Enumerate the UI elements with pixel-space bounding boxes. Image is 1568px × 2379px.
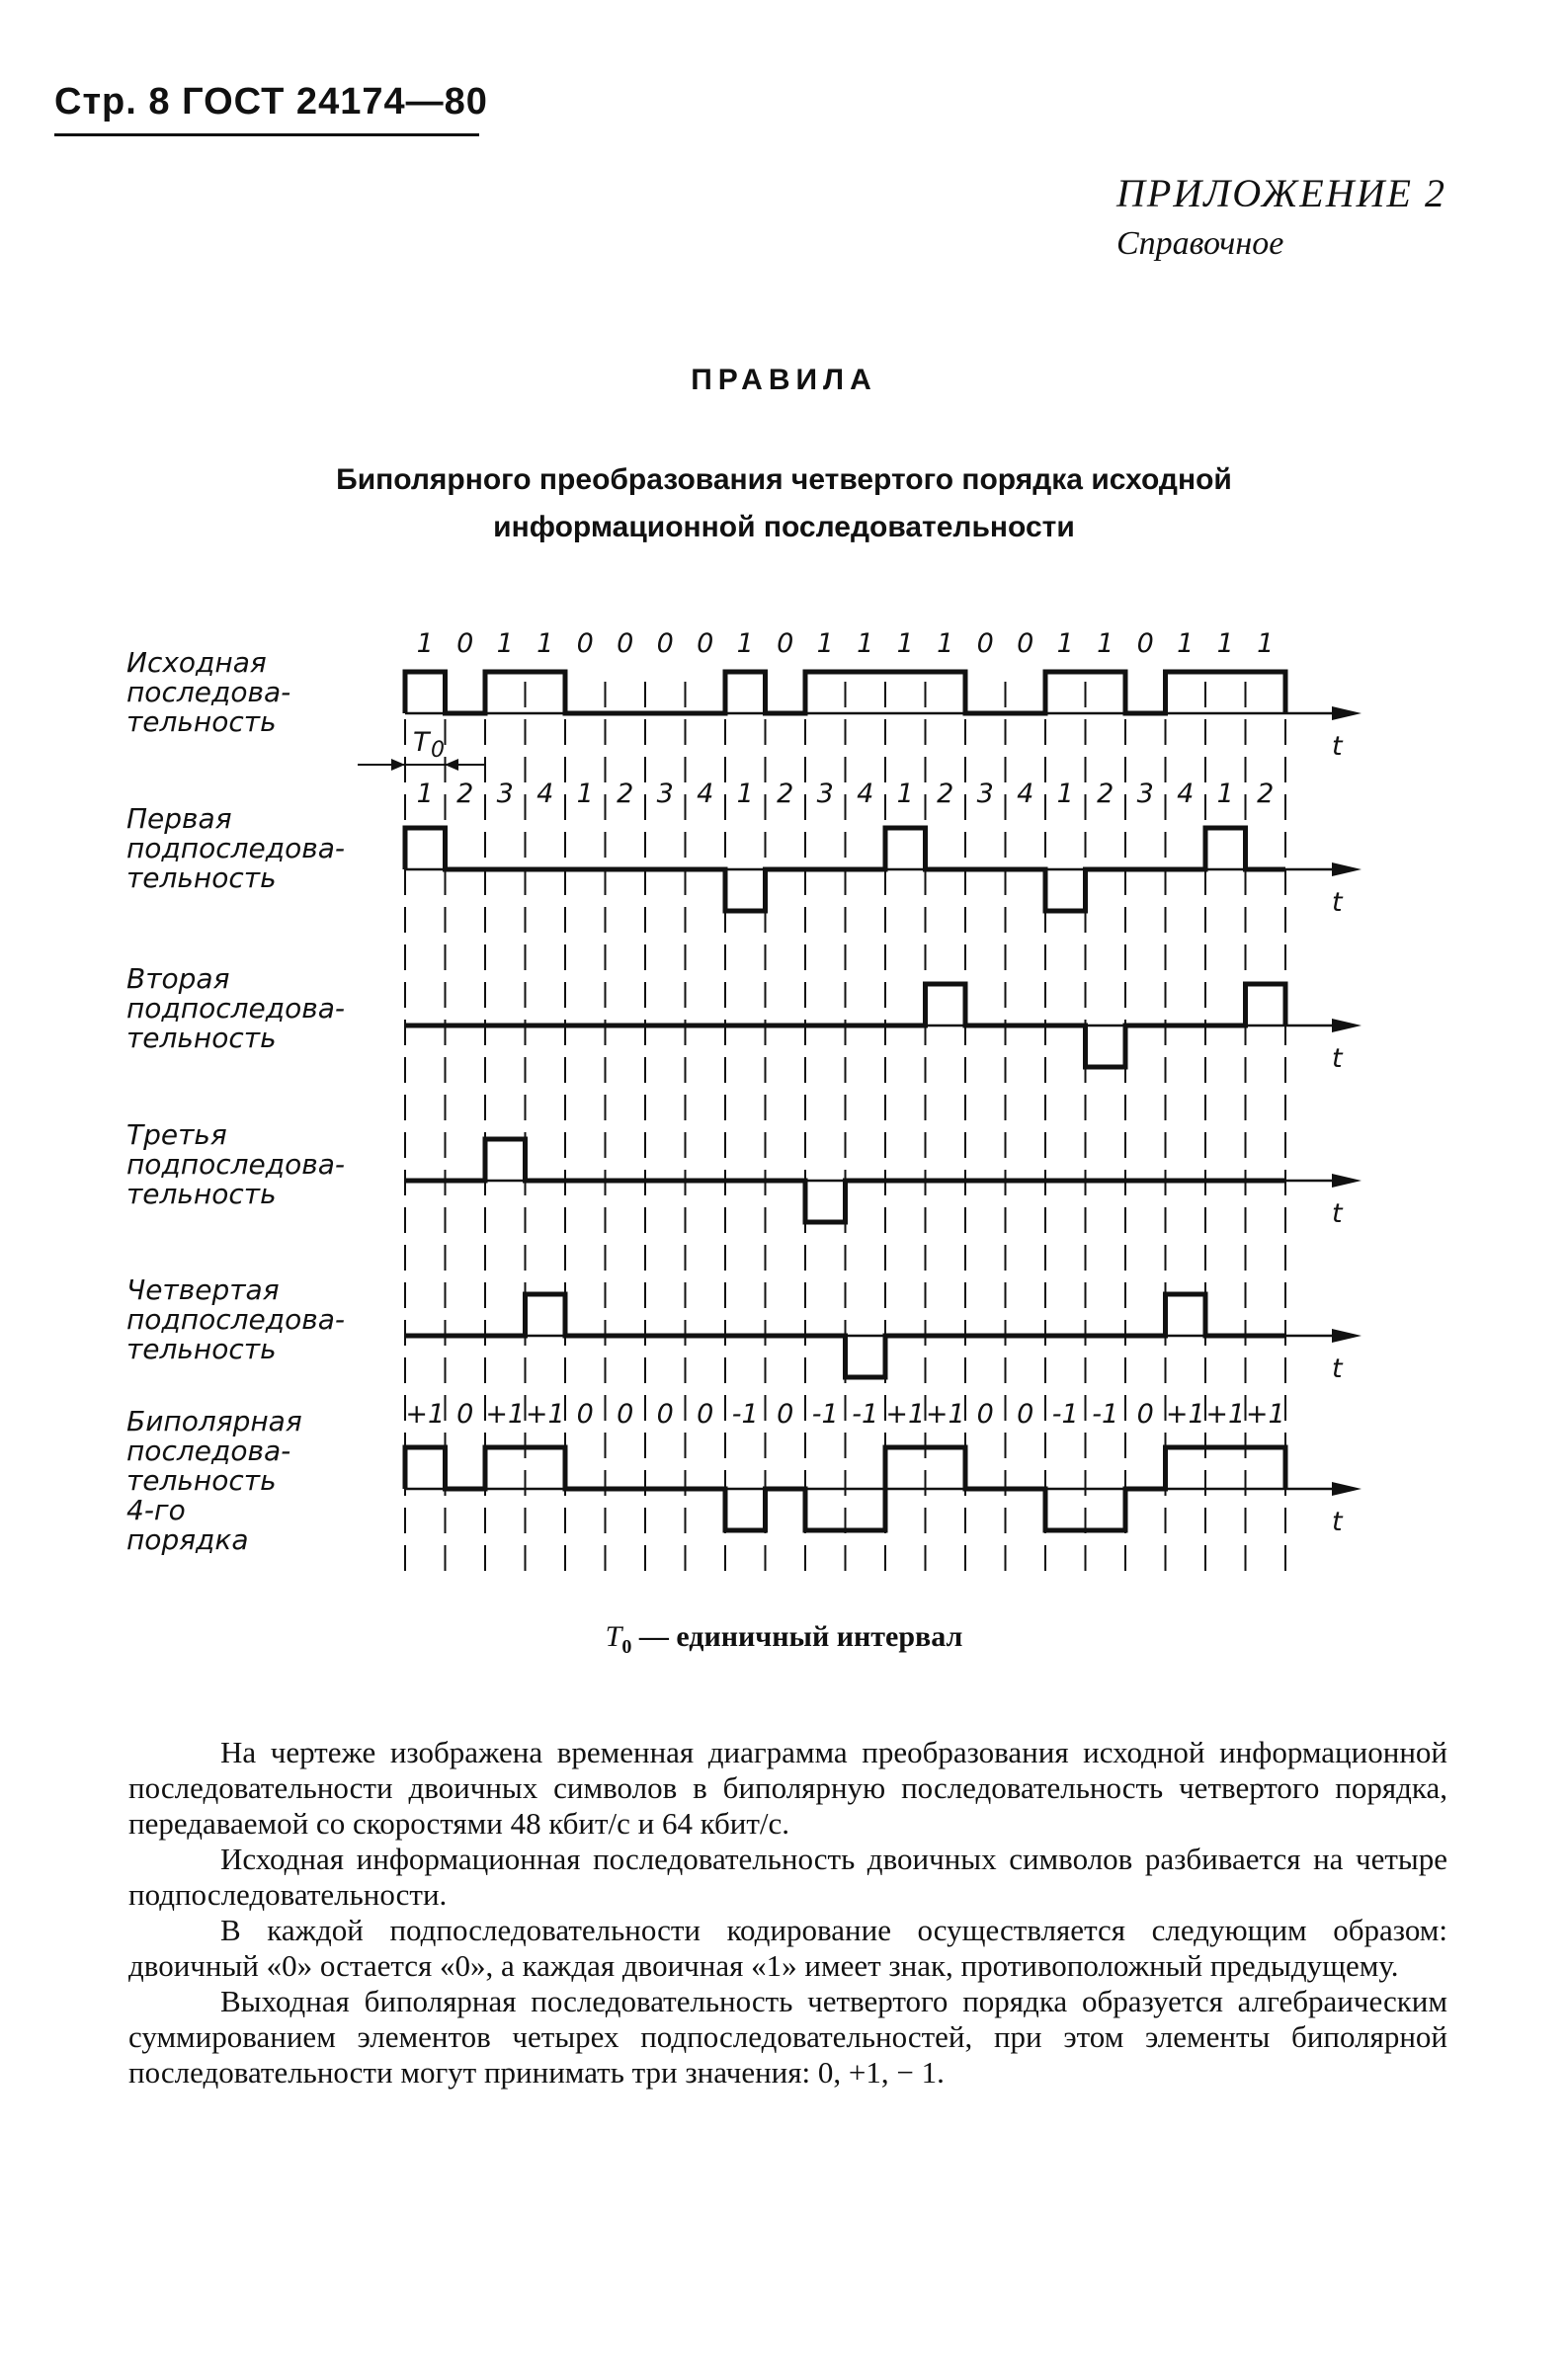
row-label-4-line-1: подпоследова- xyxy=(126,1303,346,1336)
bipolar-value-8: -1 xyxy=(731,1399,759,1430)
phase-number-12: 1 xyxy=(896,779,914,809)
bipolar-value-13: +1 xyxy=(925,1399,965,1430)
bipolar-value-5: 0 xyxy=(617,1399,634,1430)
appendix-title: ПРИЛОЖЕНИЕ 2 xyxy=(1116,171,1446,215)
phase-number-21: 2 xyxy=(1257,779,1275,809)
phase-number-7: 4 xyxy=(697,779,714,809)
t0-arrow-head-right xyxy=(445,759,458,771)
row-label-5-line-3: 4-го xyxy=(126,1494,186,1526)
bipolar-value-7: 0 xyxy=(697,1399,714,1430)
bit-label-17: 1 xyxy=(1097,628,1114,659)
bit-label-9: 0 xyxy=(777,628,794,659)
axis-arrow-3 xyxy=(1332,1174,1362,1188)
t0-label: T xyxy=(413,727,430,758)
bit-label-8: 1 xyxy=(736,628,754,659)
phase-number-16: 1 xyxy=(1056,779,1074,809)
bit-label-0: 1 xyxy=(416,628,434,659)
axis-arrow-0 xyxy=(1332,706,1362,720)
row-label-5-line-4: порядка xyxy=(126,1523,249,1556)
bit-label-14: 0 xyxy=(976,628,994,659)
row-label-2-line-0: Вторая xyxy=(126,962,230,995)
row-label-0-line-0: Исходная xyxy=(126,646,267,679)
bipolar-value-20: +1 xyxy=(1205,1399,1246,1430)
bit-label-11: 1 xyxy=(857,628,874,659)
axis-t-label-4: t xyxy=(1332,1354,1343,1384)
phase-number-5: 2 xyxy=(617,779,634,809)
bit-label-16: 1 xyxy=(1056,628,1074,659)
phase-number-19: 4 xyxy=(1177,779,1195,809)
bipolar-value-10: -1 xyxy=(811,1399,839,1430)
row-label-0-line-1: последова- xyxy=(126,676,291,708)
bit-label-21: 1 xyxy=(1257,628,1275,659)
bit-label-2: 1 xyxy=(496,628,514,659)
bipolar-value-19: +1 xyxy=(1165,1399,1205,1430)
row-label-4-line-2: тельность xyxy=(126,1333,277,1365)
paragraph-2: Исходная информационная последовательность двоичных символов разбивается на четыре подпоследовательности. xyxy=(128,1842,1447,1912)
bit-label-12: 1 xyxy=(896,628,914,659)
row-label-3-line-0: Третья xyxy=(126,1118,227,1151)
bipolar-value-4: 0 xyxy=(576,1399,594,1430)
phase-number-1: 2 xyxy=(456,779,474,809)
bipolar-value-18: 0 xyxy=(1136,1399,1154,1430)
phase-number-17: 2 xyxy=(1097,779,1114,809)
caption-subscript: 0 xyxy=(621,1636,632,1658)
bit-label-5: 0 xyxy=(617,628,634,659)
phase-number-3: 4 xyxy=(536,779,554,809)
bit-label-6: 0 xyxy=(656,628,674,659)
bipolar-value-17: -1 xyxy=(1092,1399,1119,1430)
row-label-5-line-0: Биполярная xyxy=(126,1405,302,1437)
t0-subscript: 0 xyxy=(431,738,445,763)
bit-label-19: 1 xyxy=(1177,628,1195,659)
phase-number-20: 1 xyxy=(1216,779,1234,809)
phase-number-6: 3 xyxy=(656,779,674,809)
axis-arrow-1 xyxy=(1332,862,1362,876)
phase-number-15: 4 xyxy=(1017,779,1034,809)
paragraph-4: Выходная биполярная последовательность четвертого порядка образуется алгебраическим суммированием элементов четырех подпоследовательностей, при этом элементы биполярной последовательности могут принимать три значения: 0, +1, − 1. xyxy=(128,1984,1447,2090)
main-heading: ПРАВИЛА xyxy=(691,364,877,396)
bit-label-4: 0 xyxy=(576,628,594,659)
bit-label-13: 1 xyxy=(937,628,954,659)
bipolar-value-14: 0 xyxy=(976,1399,994,1430)
appendix-subtitle: Справочное xyxy=(1116,225,1284,262)
header-rule xyxy=(54,133,479,136)
phase-number-14: 3 xyxy=(976,779,994,809)
bipolar-value-1: 0 xyxy=(456,1399,474,1430)
caption-text: — единичный интервал xyxy=(638,1620,963,1653)
bit-label-18: 0 xyxy=(1136,628,1154,659)
row-label-4-line-0: Четвертая xyxy=(126,1273,280,1306)
row-label-1-line-0: Первая xyxy=(126,802,232,835)
phase-number-0: 1 xyxy=(416,779,434,809)
bit-label-1: 0 xyxy=(456,628,474,659)
page-header: Стр. 8 ГОСТ 24174—80 xyxy=(54,81,488,123)
bipolar-value-15: 0 xyxy=(1017,1399,1034,1430)
bipolar-value-3: +1 xyxy=(525,1399,565,1430)
phase-number-10: 3 xyxy=(816,779,834,809)
paragraph-3: В каждой подпоследовательности кодирование осуществляется следующим образом: двоичный «0» остается «0», а каждая двоичная «1» имеет знак, противоположный предыдущему. xyxy=(128,1913,1447,1983)
paragraph-1: На чертеже изображена временная диаграмма преобразования исходной информационной последовательности двоичных символов в биполярную последовательность четвертого порядка, передаваемой со скоростями 48 кбит/с и 64 кбит/с. xyxy=(128,1735,1447,1841)
row-label-5-line-2: тельность xyxy=(126,1464,277,1497)
sub-heading-line-2: информационной последовательности xyxy=(493,511,1075,543)
bipolar-value-0: +1 xyxy=(405,1399,446,1430)
diagram-caption xyxy=(0,1620,1568,1659)
row-label-2-line-1: подпоследова- xyxy=(126,992,346,1025)
row-label-1-line-1: подпоследова- xyxy=(126,832,346,864)
bit-label-3: 1 xyxy=(536,628,554,659)
row-label-3-line-1: подпоследова- xyxy=(126,1148,346,1181)
row-label-0-line-2: тельность xyxy=(126,705,277,738)
sub-heading-line-1: Биполярного преобразования четвертого порядка исходной xyxy=(336,463,1232,496)
row-label-3-line-2: тельность xyxy=(126,1178,277,1210)
timing-diagram xyxy=(0,593,1568,1591)
caption-symbol: T xyxy=(605,1620,622,1653)
axis-t-label-1: t xyxy=(1332,887,1343,918)
axis-t-label-3: t xyxy=(1332,1198,1343,1229)
row-label-1-line-2: тельность xyxy=(126,861,277,894)
axis-arrow-4 xyxy=(1332,1329,1362,1343)
row-label-2-line-2: тельность xyxy=(126,1022,277,1054)
phase-number-2: 3 xyxy=(496,779,514,809)
phase-number-9: 2 xyxy=(777,779,794,809)
bit-label-7: 0 xyxy=(697,628,714,659)
bit-label-10: 1 xyxy=(816,628,834,659)
phase-number-13: 2 xyxy=(937,779,954,809)
axis-t-label-2: t xyxy=(1332,1043,1343,1074)
phase-number-18: 3 xyxy=(1136,779,1154,809)
bipolar-value-2: +1 xyxy=(485,1399,526,1430)
sub-heading xyxy=(198,456,1370,551)
row-label-5-line-1: последова- xyxy=(126,1435,291,1467)
bit-label-15: 0 xyxy=(1017,628,1034,659)
axis-t-label-0: t xyxy=(1332,731,1343,762)
axis-arrow-5 xyxy=(1332,1482,1362,1496)
bipolar-value-12: +1 xyxy=(885,1399,926,1430)
axis-t-label-5: t xyxy=(1332,1507,1343,1537)
bipolar-value-16: -1 xyxy=(1051,1399,1079,1430)
bipolar-value-11: -1 xyxy=(852,1399,879,1430)
body-text xyxy=(128,1735,1447,2091)
bit-label-20: 1 xyxy=(1216,628,1234,659)
phase-number-8: 1 xyxy=(736,779,754,809)
axis-arrow-2 xyxy=(1332,1019,1362,1032)
bipolar-value-21: +1 xyxy=(1245,1399,1285,1430)
t0-arrow-head-left xyxy=(391,759,405,771)
bipolar-value-9: 0 xyxy=(777,1399,794,1430)
phase-number-11: 4 xyxy=(857,779,874,809)
phase-number-4: 1 xyxy=(576,779,594,809)
bipolar-value-6: 0 xyxy=(656,1399,674,1430)
